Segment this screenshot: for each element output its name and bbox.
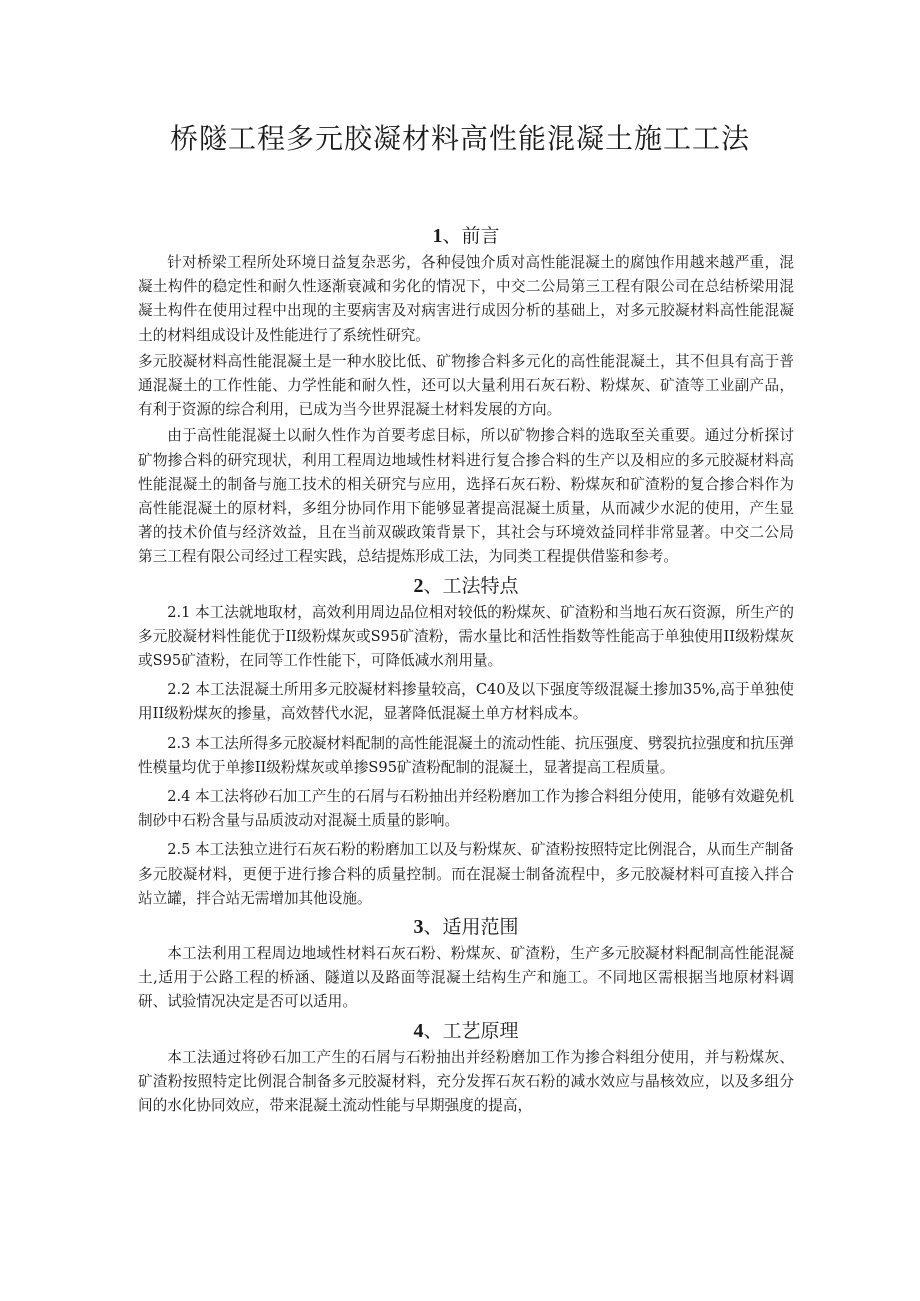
section-title: 、前言 (442, 225, 500, 247)
paragraph: 2.3 本工法所得多元胶凝材料配制的高性能混凝土的流动性能、抗压强度、劈裂抗拉强度和抗压弹性模量均优于单掺II级粉煤灰或单掺S95矿渣粉配制的混凝土，显著提高工程质量。 (138, 734, 794, 776)
paragraph: 2.2 本工法混凝土所用多元胶凝材料掺量较高，C40及以下强度等级混凝土掺加35%,高于单独使用II级粉煤灰的掺量，高效替代水泥，显著降低混凝土单方材料成本。 (138, 681, 794, 723)
paragraph: 多元胶凝材料高性能混凝土是一种水胶比低、矿物掺合料多元化的高性能混凝土，其不但具有高于普通混凝土的工作性能、力学性能和耐久性，还可以大量利用石灰石粉、粉煤灰、矿渣等工业副产品，有利于资源的综合利用，已成为当今世界混凝土材料发展的方向。 (138, 352, 794, 419)
section-number: 2 (413, 574, 424, 597)
section-scope (138, 913, 794, 1015)
section-heading (138, 222, 794, 250)
paragraph: 2.5 本工法独立进行石灰石粉的粉磨加工以及与粉煤灰、矿渣粉按照特定比例混合，从而生产制备多元胶凝材料，更便于进行掺合料的质量控制。而在混凝士制备流程中，多元胶凝材料可直接入拌合站立罐，拌合站无需增加其他设施。 (138, 841, 794, 907)
section-principle (138, 1017, 794, 1119)
paragraph: 2.4 本工法将砂石加工产生的石屑与石粉抽出并经粉磨加工作为掺合料组分使用，能够有效避免机制砂中石粉含量与品质波动对混凝土质量的影响。 (138, 788, 794, 830)
section-title: 、适用范围 (423, 916, 519, 939)
paragraph: 针对桥梁工程所处环境日益复杂恶劣，各种侵蚀介质对高性能混凝土的腐蚀作用越来越严重，混凝土构件的稳定性和耐久性逐渐衰减和劣化的情况下，中交二公局第三工程有限公司在总结桥梁用混凝土构件在使用过程中出现的主要病害及对病害进行成因分析的基础上，对多元胶凝材料高性能混凝土的材料组成设计及性能进行了系统性研究。 (138, 254, 794, 344)
section-heading (138, 913, 794, 941)
document-body (138, 222, 794, 1120)
section-title: 、工艺原理 (423, 1019, 519, 1042)
section-number: 3 (413, 916, 424, 939)
section-number: 4 (413, 1019, 424, 1042)
paragraph: 本工法通过将砂石加工产生的石屑与石粉抽出并经粉磨加工作为掺合料组分使用，并与粉煤灰、矿渣粉按照特定比例混合制备多元胶凝材料，充分发挥石灰石粉的减水效应与晶核效应，以及多组分间的水化协同效应，带来混凝土流动性能与早期强度的提高， (138, 1048, 794, 1115)
document-title: 桥隧工程多元胶凝材料高性能混凝土施工工法 (169, 122, 750, 155)
section-heading (138, 1017, 794, 1045)
section-number: 1 (432, 225, 443, 247)
section-foreword (138, 222, 794, 570)
section-title: 、工法特点 (423, 574, 519, 597)
section-heading (138, 572, 794, 600)
paragraph: 由于高性能混凝土以耐久性作为首要考虑目标，所以矿物掺合料的选取至关重要。通过分析探讨矿物掺合料的研究现状，利用工程周边地域性材料进行复合掺合料的生产以及相应的多元胶凝材料高性能混凝土的制备与施工技术的相关研究与应用，选择石灰石粉、粉煤灰和矿渣粉的复合掺合料作为高性能混凝土的原材料，多组分协同作用下能够显著提高混凝土质量，从而减少水泥的使用，产生显著的技术价值与经济效益，且在当前双碳政策背景下，其社会与环境效益同样非常显著。中交二公局第三工程有限公司经过工程实践，总结提炼形成工法，为同类工程提供借鉴和参考。 (138, 427, 794, 566)
section-features (138, 572, 794, 911)
paragraph: 2.1 本工法就地取材，高效利用周边品位相对较低的粉煤灰、矿渣粉和当地石灰石资源，所生产的多元胶凝材料性能优于II级粉煤灰或S95矿渣粉，需水量比和活性指数等性能高于单独使用II级粉煤灰或S95矿渣粉，在同等工作性能下，可降低减水剂用量。 (138, 603, 794, 670)
paragraph: 本工法利用工程周边地域性材料石灰石粉、粉煤灰、矿渣粉，生产多元胶凝材料配制高性能混凝土,适用于公路工程的桥涵、隧道以及路面等混凝土结构生产和施工。不同地区需根据当地原材料调研、试验情况决定是否可以适用。 (138, 945, 794, 1011)
